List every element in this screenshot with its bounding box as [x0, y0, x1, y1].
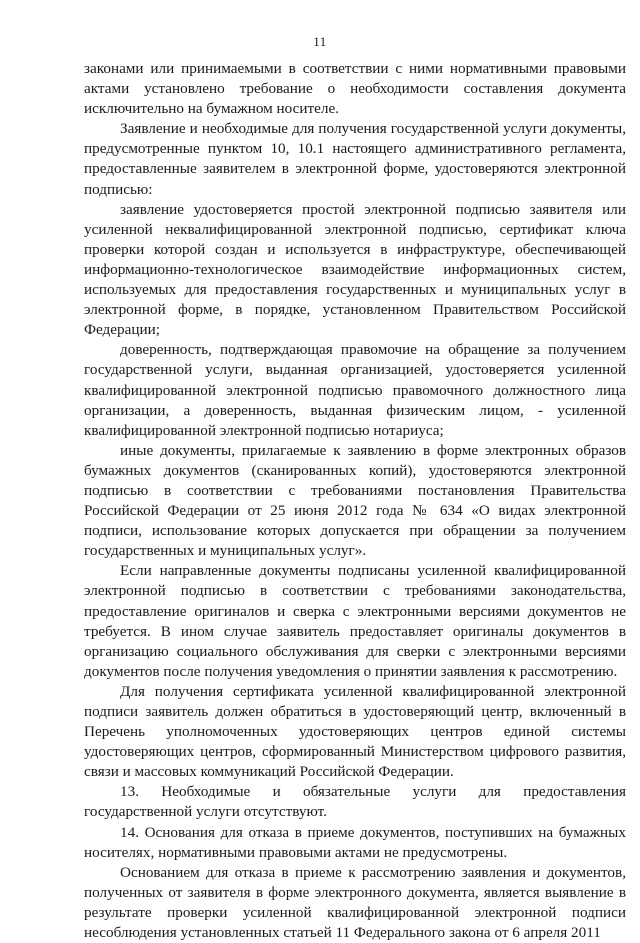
paragraph-item-13: 13. Необходимые и обязательные услуги для предоставления государственной услуги отсутствуют.	[84, 783, 626, 821]
paragraph-other-documents: иные документы, прилагаемые к заявлению в форме электронных образов бумажных документов (сканированных копий), удостоверяются электронной подписью в соответствии с требованиями постановления Правительства Российской Федерации от 25 июня 2012 года № 634 «О видах электронной подписи, использование которых допускается при обращении за получением государственных и муниципальных услуг».	[84, 441, 626, 560]
paragraph-electronic-signature-intro: Заявление и необходимые для получения государственной услуги документы, предусмотренные пунктом 10, 10.1 настоящего административного регламента, предоставленные заявителем в электронной форме, удостоверяются электронной подписью:	[84, 120, 626, 198]
paragraph-application-signature: заявление удостоверяется простой электронной подписью заявителя или усиленной неквалифицированной электронной подписью, сертификат ключа проверки которой создан и используется в инфраструктуре, обеспечивающей информационно-технологическое взаимодействие информационных систем, используемых для предоставления государственных и муниципальных услуг в электронной форме, в порядке, установленном Правительством Российской Федерации;	[84, 200, 626, 339]
paragraph-certificate: Для получения сертификата усиленной квалифицированной электронной подписи заявитель должен обратиться в удостоверяющий центр, включенный в Перечень уполномоченных удостоверяющих центров единой системы удостоверяющих центров, сформированный Министерством цифрового развития, связи и массовых коммуникаций Российской Федерации.	[84, 682, 626, 781]
page-number: 11	[313, 34, 327, 49]
paragraph-item-14: 14. Основания для отказа в приеме документов, поступивших на бумажных носителях, нормативными правовыми актами не предусмотрены.	[84, 823, 626, 861]
paragraph-continuation: законами или принимаемыми в соответствии с ними нормативными правовыми актами установлено требование о необходимости составления документа исключительно на бумажном носителе.	[84, 60, 626, 118]
paragraph-refusal-grounds: Основанием для отказа в приеме к рассмотрению заявления и документов, полученных от заявителя в форме электронного документа, является выявление в результате проверки усиленной квалифицированной электронной подписи несоблюдения установленных статьей 11 Федерального закона от 6 апреля 2011	[84, 863, 626, 942]
document-body	[84, 59, 626, 943]
paragraph-originals-verification: Если направленные документы подписаны усиленной квалифицированной электронной подписью в соответствии с требованиями законодательства, предоставление оригиналов и сверка с электронными версиями документов не требуется. В ином случае заявитель предоставляет оригиналы документов в организацию социального обслуживания для сверки с электронными версиями документов после получения уведомления о принятии заявления к рассмотрению.	[84, 562, 626, 680]
paragraph-power-of-attorney: доверенность, подтверждающая правомочие на обращение за получением государственной услуги, выданная организацией, удостоверяется усиленной квалифицированной электронной подписью правомочного должностного лица организации, а доверенность, выданная физическим лицом, - усиленной квалифицированной электронной подписью нотариуса;	[84, 341, 626, 439]
